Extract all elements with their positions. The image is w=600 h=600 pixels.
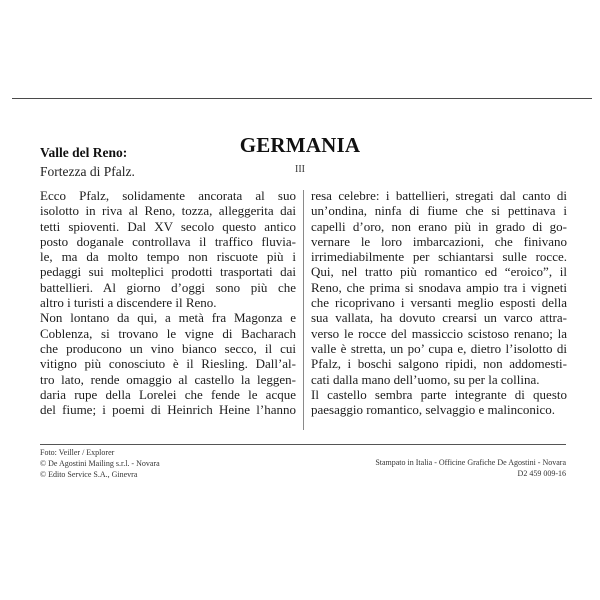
text-line: valle è stretta, un po’ cupa e, dietro l’isolotto di (311, 340, 567, 356)
text-line: Non lontano da qui, a metà fra Magonza e (40, 310, 296, 326)
text-line: che ricoprivano i versanti meglio esposti della (311, 295, 567, 311)
text-line: Ecco Pfalz, solidamente ancorata al suo (40, 188, 296, 203)
printer-line: Stampato in Italia - Officine Grafiche De Agostini - Novara (375, 458, 566, 467)
text-line: capelli d’oro, non erano più in grado di go- (311, 218, 567, 234)
text-line: posto doganale controllava il traffico fluvia- (40, 233, 296, 249)
text-line: un’ondina, ninfa di fiume che si pettinava i (311, 203, 567, 219)
text-line: daria rupe della Lorelei che fende le acque (40, 386, 296, 402)
text-line: altro i turisti a discendere il Reno. (40, 295, 217, 311)
text-line: sua vallata, ha dovuto crearsi un varco attra- (311, 310, 567, 326)
text-line: paesaggio romantico, selvaggio e malinconico. (311, 402, 556, 418)
text-line: battellieri. Al giorno d’oggi sono più che (40, 279, 296, 295)
column-divider (303, 190, 304, 430)
copyright-line: © De Agostini Mailing s.r.l. - Novara (40, 459, 160, 468)
photo-credit: Foto: Veiller / Explorer (40, 448, 115, 457)
text-line: del fiume; i poemi di Heinrich Heine l’hanno (40, 402, 296, 418)
left-column-text (40, 188, 296, 417)
text-line: cati dalla mano dell’uomo, su per la collina. (311, 371, 540, 387)
text-line: che producono un vino bianco secco, il cui (40, 340, 296, 356)
section-subheading: Fortezza di Pfalz. (40, 164, 135, 179)
text-line: verso le rocce del massiccio scistoso renano; la (311, 325, 567, 341)
print-info (375, 457, 566, 479)
card-code: D2 459 009-16 (517, 469, 566, 478)
text-line: vernare le loro imbarcazioni, che finivano (311, 233, 567, 249)
text-line: tetti spioventi. Dal XV secolo questo antico (40, 218, 296, 234)
section-heading: Valle del Reno: (40, 145, 128, 160)
text-line: resa celebre: i battellieri, stregati dal canto di (311, 188, 567, 203)
right-column-text (311, 188, 567, 417)
text-line: vitigno più conosciuto è il Riesling. Dall’al- (40, 356, 296, 372)
bottom-rule (40, 444, 566, 445)
volume-number: III (295, 164, 305, 175)
text-line: le, ma da molto tempo non riscuote più i (40, 249, 296, 265)
text-line: irrimediabilmente per schiantarsi sulle rocce. (311, 249, 567, 265)
top-rule (12, 98, 592, 99)
page-title: GERMANIA (239, 133, 361, 157)
text-line: Reno, che prima si snodava ampio tra i vigneti (311, 279, 567, 295)
text-line: Coblenza, si trovano le vigne di Bacharach (40, 325, 296, 341)
text-line: Qui, nel tratto più romantico ed “eroico”, il (311, 264, 567, 280)
text-line: Pfalz, i boschi salgono ripidi, non addomesti- (311, 356, 567, 372)
text-line: Il castello sembra parte integrante di questo (311, 386, 567, 402)
copyright-line: © Edito Service S.A., Ginevra (40, 470, 138, 479)
text-line: pedaggi sui molteplici prodotti trasportati dai (40, 264, 296, 280)
text-line: isolotto in riva al Reno, tozza, alleggerita dai (40, 203, 296, 219)
text-line: tro lato, rende omaggio al castello la leggen- (40, 371, 296, 387)
photo-credits (40, 447, 160, 480)
